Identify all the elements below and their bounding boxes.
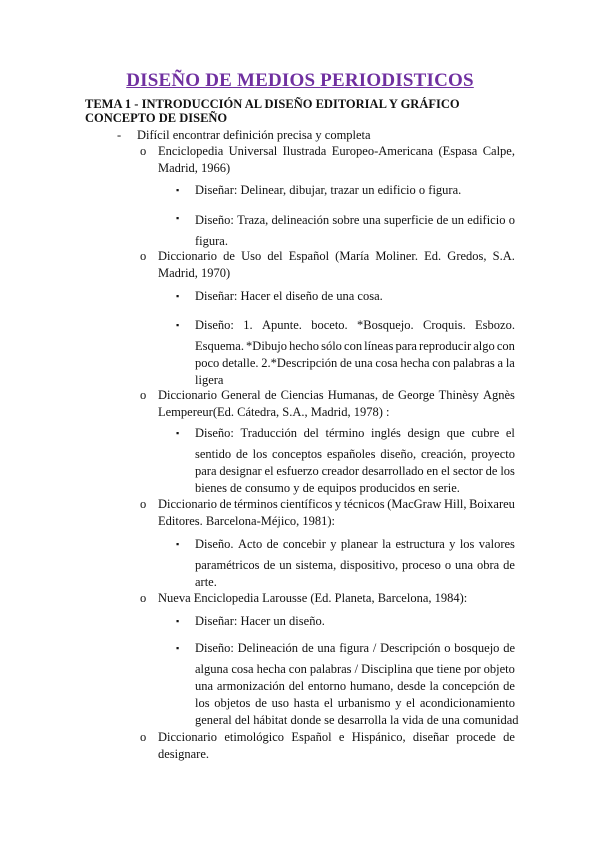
word: hecha [400, 356, 430, 370]
word: / [372, 641, 377, 655]
word: técnicos [343, 497, 385, 511]
source-line: Editores. Barcelona-Méjico, 1981): [158, 513, 336, 528]
word: que [415, 662, 434, 676]
word: de [301, 641, 314, 655]
word: Ilustrada [282, 144, 327, 158]
word: Thinèsy [438, 388, 479, 402]
word: cubre [471, 426, 500, 440]
word: Moliner. [375, 249, 419, 263]
word: estructura [395, 537, 445, 551]
word: para [195, 464, 217, 478]
word: en [426, 464, 439, 478]
word: Acto [237, 537, 263, 551]
word: boceto. [311, 318, 348, 332]
definition-line [195, 338, 515, 355]
word: de [219, 497, 232, 511]
word: (Espasa [438, 144, 478, 158]
word: Ciencias [280, 388, 324, 402]
definition-text [195, 182, 515, 199]
definition-line [195, 640, 515, 657]
word: de [223, 249, 235, 263]
word: una [454, 558, 474, 572]
word: bosquejo [454, 641, 500, 655]
word: (MacGraw [387, 497, 442, 511]
circle-bullet: o [140, 497, 147, 511]
word: Disciplina [361, 662, 413, 676]
word: Diccionario [158, 730, 218, 744]
definition-line: general del hábitat donde se desarrolla la vida de una comunidad [195, 713, 519, 727]
word: dispositivo, [340, 558, 399, 572]
word: y [330, 537, 337, 551]
word: hasta [293, 696, 320, 710]
word: palabras [309, 662, 352, 676]
word: de [235, 447, 248, 461]
circle-bullet: o [140, 730, 147, 744]
word: o [508, 213, 515, 227]
word: / [354, 662, 359, 676]
dash-bullet: - [117, 128, 122, 142]
word: del [267, 249, 283, 263]
word: *Dibujo [246, 339, 288, 353]
word: General [221, 388, 261, 402]
word: Diccionario [158, 497, 218, 511]
square-bullet: ▪ [176, 643, 180, 653]
definition-line: Diseñar: Delinear, dibujar, trazar un edificio o figura. [195, 183, 462, 197]
definition-line [195, 317, 515, 334]
word: el [505, 426, 515, 440]
definition-line [195, 425, 515, 442]
word: Apunte. [261, 318, 302, 332]
word: proceso [402, 558, 441, 572]
definition-text [195, 640, 519, 729]
word: con [432, 356, 451, 370]
definition-line: figura. [195, 234, 228, 248]
definition-text [195, 288, 515, 305]
word: de [382, 388, 394, 402]
word: 2.*Descripción [261, 356, 338, 370]
definition-line [195, 446, 515, 463]
word: tiene [436, 662, 461, 676]
word: líneas [364, 339, 394, 353]
word: Gredos, [447, 249, 487, 263]
word: S.A. [492, 249, 515, 263]
word: del [303, 426, 319, 440]
word: sistema, [295, 558, 337, 572]
definition-line: Diseñar: Hacer el diseño de una cosa. [195, 289, 383, 303]
word: la [382, 537, 392, 551]
theme-heading: TEMA 1 - INTRODUCCIÓN AL DISEÑO EDITORIAL Y GRÁFICO [85, 97, 460, 111]
word: designar [219, 464, 262, 478]
word: los [252, 447, 268, 461]
word: (María [335, 249, 370, 263]
word: sólo [321, 339, 342, 353]
word: creador [321, 464, 360, 478]
word: los [459, 537, 475, 551]
definition-text [195, 613, 515, 630]
word: por [463, 662, 481, 676]
word: de [266, 537, 279, 551]
word: paramétricos [195, 558, 260, 572]
word: concepción [442, 679, 500, 693]
word: diseñar [412, 730, 449, 744]
source-text [158, 387, 515, 420]
word: delineación [271, 213, 330, 227]
source-line: Nueva Enciclopedia Larousse (Ed. Planeta, Barcelona, 1984): [158, 591, 468, 605]
word: Hispánico, [351, 730, 406, 744]
word: la [505, 356, 515, 370]
word: poco [195, 356, 220, 370]
word: y [449, 537, 456, 551]
word: figura [339, 641, 370, 655]
word: y [395, 696, 402, 710]
word: científicos [280, 497, 333, 511]
word: una [354, 356, 373, 370]
circle-bullet: o [140, 249, 147, 263]
word: de [264, 388, 277, 402]
word: con [344, 339, 363, 353]
word: Esbozo. [475, 318, 515, 332]
word: Humanas, [327, 388, 379, 402]
word: Español [288, 249, 330, 263]
square-bullet: ▪ [176, 616, 180, 626]
definition-line [195, 536, 515, 553]
word: diseño, [380, 447, 417, 461]
source-text [158, 143, 515, 176]
word: superficie [383, 213, 434, 227]
definition-line [195, 678, 515, 695]
word: Traducción [240, 426, 297, 440]
word: Ed. [424, 249, 442, 263]
word: humano, [349, 679, 394, 693]
word: procede [456, 730, 496, 744]
word: Croquis. [422, 318, 466, 332]
circle-bullet: o [140, 388, 147, 402]
word: Europeo-Americana [331, 144, 434, 158]
definition-text [195, 536, 515, 591]
word: españoles [326, 447, 376, 461]
word: una [195, 679, 214, 693]
definition-line [195, 661, 515, 678]
word: 1. [243, 318, 253, 332]
word: Uso [241, 249, 262, 263]
word: para [395, 339, 417, 353]
word: etimológico [224, 730, 285, 744]
word: *Bosquejo. [357, 318, 414, 332]
source-text [158, 729, 515, 762]
word: e [338, 730, 345, 744]
word: Hill, [443, 497, 467, 511]
word: conceptos [272, 447, 323, 461]
word: los [195, 696, 210, 710]
word: y [334, 497, 342, 511]
word: Diccionario [158, 388, 218, 402]
word: edificio [467, 213, 506, 227]
definition-text [195, 210, 515, 252]
word: sentido [195, 447, 232, 461]
word: de [436, 213, 449, 227]
word: o [444, 641, 451, 655]
word: design [407, 426, 441, 440]
source-line: Madrid, 1966) [158, 160, 231, 175]
definition-line [195, 463, 515, 480]
word: inglés [371, 426, 401, 440]
word: término [325, 426, 365, 440]
source-text [158, 590, 515, 607]
word: objetos [214, 696, 251, 710]
square-bullet: ▪ [176, 213, 180, 223]
source-line [158, 496, 515, 513]
word: armonización [216, 679, 285, 693]
source-line: Lempereur(Ed. Cátedra, S.A., Madrid, 1978) : [158, 404, 390, 419]
word: Calpe, [482, 144, 515, 158]
square-bullet: ▪ [176, 539, 180, 549]
word: esfuerzo [276, 464, 319, 478]
word: uso [271, 696, 289, 710]
circle-bullet: o [140, 144, 147, 158]
word: objeto [483, 662, 515, 676]
word: Diseño: [195, 318, 234, 332]
source-line: Madrid, 1970) [158, 265, 231, 280]
word: creación, [420, 447, 467, 461]
word: de [503, 679, 515, 693]
word: algo [473, 339, 495, 353]
word: cosa [375, 356, 398, 370]
word: detalle. [222, 356, 259, 370]
definition-text [195, 425, 515, 497]
word: Universal [228, 144, 278, 158]
square-bullet: ▪ [176, 185, 180, 195]
word: George [397, 388, 435, 402]
word: una [362, 213, 381, 227]
word: términos [233, 497, 278, 511]
word: hecha [256, 662, 286, 676]
word: el [441, 464, 451, 478]
word: planear [340, 537, 378, 551]
definition-line [195, 695, 515, 712]
word: un [279, 558, 292, 572]
word: un [451, 213, 465, 227]
word: de [485, 464, 498, 478]
word: de [503, 730, 515, 744]
word: hecho [289, 339, 319, 353]
source-line [158, 387, 515, 404]
word: valores [478, 537, 515, 551]
source-line [158, 248, 515, 265]
word: urbanismo [337, 696, 391, 710]
word: el [264, 464, 274, 478]
word: de [503, 558, 515, 572]
word: sobre [332, 213, 360, 227]
word: de [255, 696, 267, 710]
word: alguna [195, 662, 229, 676]
word: de [503, 641, 515, 655]
definition-line: Diseñar: Hacer un diseño. [195, 614, 325, 628]
definition-text [195, 317, 515, 389]
word: del [288, 679, 305, 693]
word: Descripción [380, 641, 441, 655]
word: la [429, 679, 439, 693]
word: de [263, 558, 276, 572]
word: Delineación [237, 641, 299, 655]
word: desde [397, 679, 426, 693]
word: Boixareu [469, 497, 515, 511]
word: obra [476, 558, 500, 572]
word: entorno [307, 679, 347, 693]
word: Diseño. [195, 537, 234, 551]
definition-line: arte. [195, 575, 217, 589]
source-line: designare. [158, 746, 210, 761]
word: el [324, 696, 334, 710]
word: Diseño: [195, 641, 234, 655]
square-bullet: ▪ [176, 428, 180, 438]
intro-text: Difícil encontrar definición precisa y completa [137, 128, 371, 142]
definition-line [195, 355, 515, 372]
word: de [340, 356, 352, 370]
circle-bullet: o [140, 591, 147, 605]
word: Español [291, 730, 332, 744]
word: el [406, 696, 416, 710]
word: sector [452, 464, 483, 478]
source-line [158, 729, 515, 746]
word: proyecto [471, 447, 515, 461]
word: con [288, 662, 307, 676]
word: reproducir [419, 339, 472, 353]
word: Diseño: [195, 426, 234, 440]
word: acondicionamiento [419, 696, 515, 710]
definition-line: bienes de consumo y de equipos producidos en serie. [195, 481, 460, 495]
word: Traza, [237, 213, 269, 227]
section-heading: CONCEPTO DE DISEÑO [85, 111, 228, 125]
word: concebir [282, 537, 326, 551]
word: o [444, 558, 452, 572]
document-title: DISEÑO DE MEDIOS PERIODISTICOS [126, 70, 474, 91]
definition-line [195, 210, 515, 231]
square-bullet: ▪ [176, 291, 180, 301]
word: una [317, 641, 336, 655]
word: Diseño: [195, 213, 234, 227]
word: que [446, 426, 465, 440]
word: palabras [453, 356, 495, 370]
square-bullet: ▪ [176, 320, 180, 330]
source-text [158, 248, 515, 281]
word: los [500, 464, 515, 478]
word: cosa [231, 662, 254, 676]
source-line [158, 143, 515, 160]
word: Agnès [482, 388, 515, 402]
word: Enciclopedia [158, 144, 224, 158]
word: desarrollado [361, 464, 424, 478]
word: Diccionario [158, 249, 218, 263]
definition-line: ligera [195, 373, 224, 387]
source-text [158, 496, 515, 529]
definition-line [195, 557, 515, 574]
word: Esquema. [195, 339, 244, 353]
word: con [496, 339, 515, 353]
word: a [497, 356, 504, 370]
